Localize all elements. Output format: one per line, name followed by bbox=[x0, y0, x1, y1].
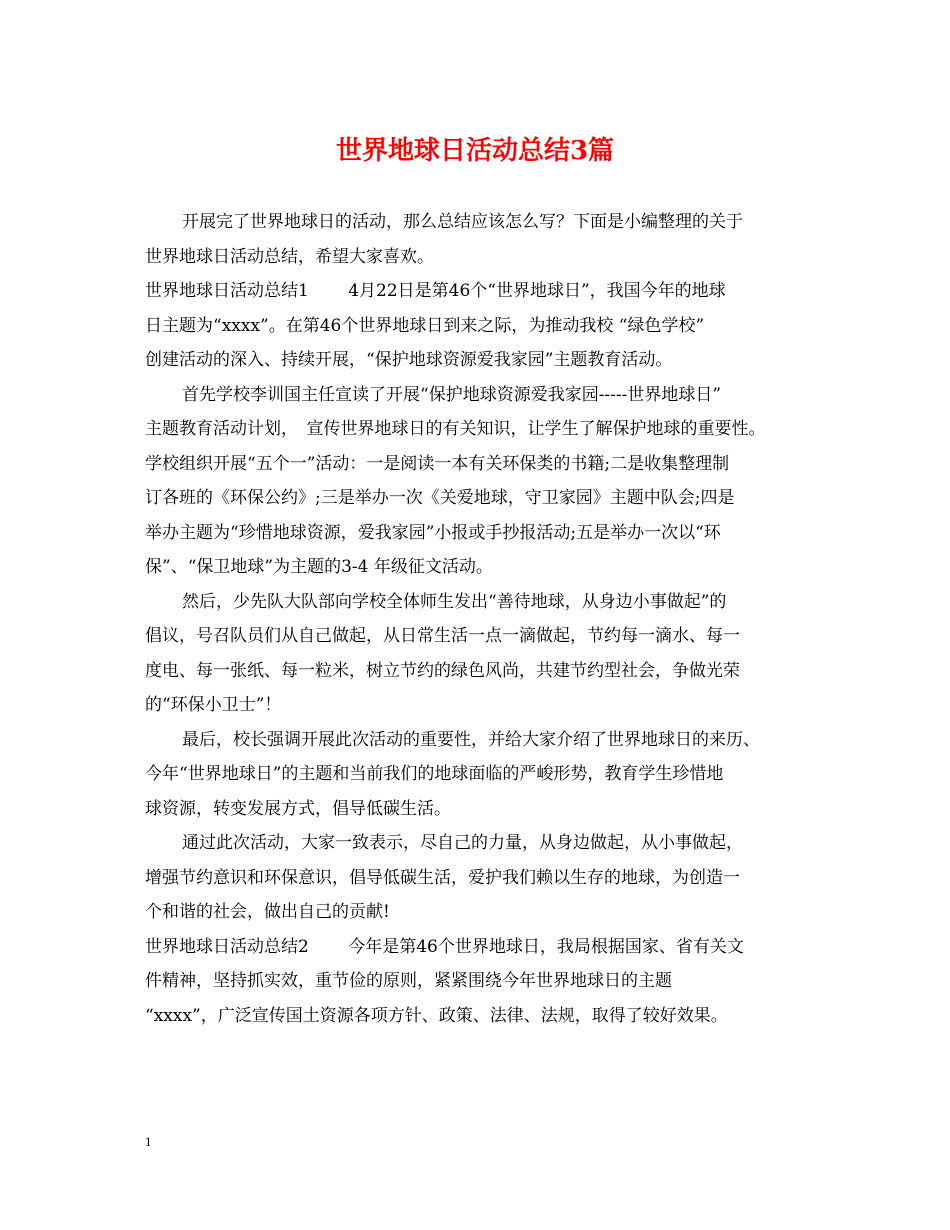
body-line: 日主题为“xxxx”。在第46个世界地球日到来之际，为推动我校 “绿色学校” bbox=[145, 315, 705, 336]
body-line: 世界地球日活动总结1 4月22日是第46个“世界地球日”，我国今年的地球 bbox=[145, 281, 726, 301]
body-line: 首先学校李训国主任宣读了开展“保护地球资源爱我家园-----世界地球日” bbox=[182, 384, 722, 405]
body-line: 学校组织开展“五个一”活动：一是阅读一本有关环保类的书籍;二是收集整理制 bbox=[145, 453, 730, 474]
body-line: “xxxx”，广泛宣传国土资源各项方针、政策、法律、法规，取得了较好效果。 bbox=[145, 1005, 728, 1026]
body-line: 世界地球日活动总结，希望大家喜欢。 bbox=[145, 246, 434, 267]
page-number: 1 bbox=[145, 1134, 152, 1149]
body-line: 主题教育活动计划， 宣传世界地球日的有关知识，让学生了解保护地球的重要性。 bbox=[145, 419, 766, 439]
body-line: 订各班的《环保公约》;三是举办一次《关爱地球，守卫家园》主题中队会;四是 bbox=[145, 488, 735, 508]
body-line: 个和谐的社会，做出自己的贡献! bbox=[145, 902, 390, 922]
body-line: 件精神，坚持抓实效，重节俭的原则，紧紧围绕今年世界地球日的主题 bbox=[145, 971, 672, 991]
body-line: 的“环保小卫士”！ bbox=[145, 695, 282, 715]
body-line: 增强节约意识和环保意识，倡导低碳生活，爱护我们赖以生存的地球，为创造一 bbox=[145, 867, 740, 888]
body-line: 创建活动的深入、持续开展，“保护地球资源爱我家园”主题教育活动。 bbox=[145, 350, 673, 370]
body-line: 今年“世界地球日”的主题和当前我们的地球面临的严峻形势，教育学生珍惜地 bbox=[145, 764, 724, 784]
body-line: 然后，少先队大队部向学校全体师生发出“善待地球，从身边小事做起”的 bbox=[182, 591, 727, 612]
document-body bbox=[145, 205, 815, 1033]
body-line: 倡议，号召队员们从自己做起，从日常生活一点一滴做起，节约每一滴水、每一 bbox=[145, 626, 740, 646]
document-title: 世界地球日活动总结3篇 bbox=[335, 136, 615, 166]
body-line: 举办主题为“珍惜地球资源，爱我家园”小报或手抄报活动;五是举办一次以“环 bbox=[145, 522, 721, 543]
body-line: 世界地球日活动总结2 今年是第46个世界地球日，我局根据国家、省有关文 bbox=[145, 936, 744, 957]
body-line: 度电、每一张纸、每一粒米，树立节约的绿色风尚，共建节约型社会，争做光荣 bbox=[145, 660, 740, 681]
body-line: 球资源，转变发展方式，倡导低碳生活。 bbox=[145, 798, 451, 819]
body-line: 保”、“保卫地球”为主题的3-4 年级征文活动。 bbox=[145, 557, 493, 577]
body-line: 最后，校长强调开展此次活动的重要性，并给大家介绍了世界地球日的来历、 bbox=[182, 729, 760, 750]
body-line: 开展完了世界地球日的活动，那么总结应该怎么写？下面是小编整理的关于 bbox=[182, 212, 743, 232]
body-line: 通过此次活动，大家一致表示，尽自己的力量，从身边做起，从小事做起， bbox=[182, 833, 743, 853]
